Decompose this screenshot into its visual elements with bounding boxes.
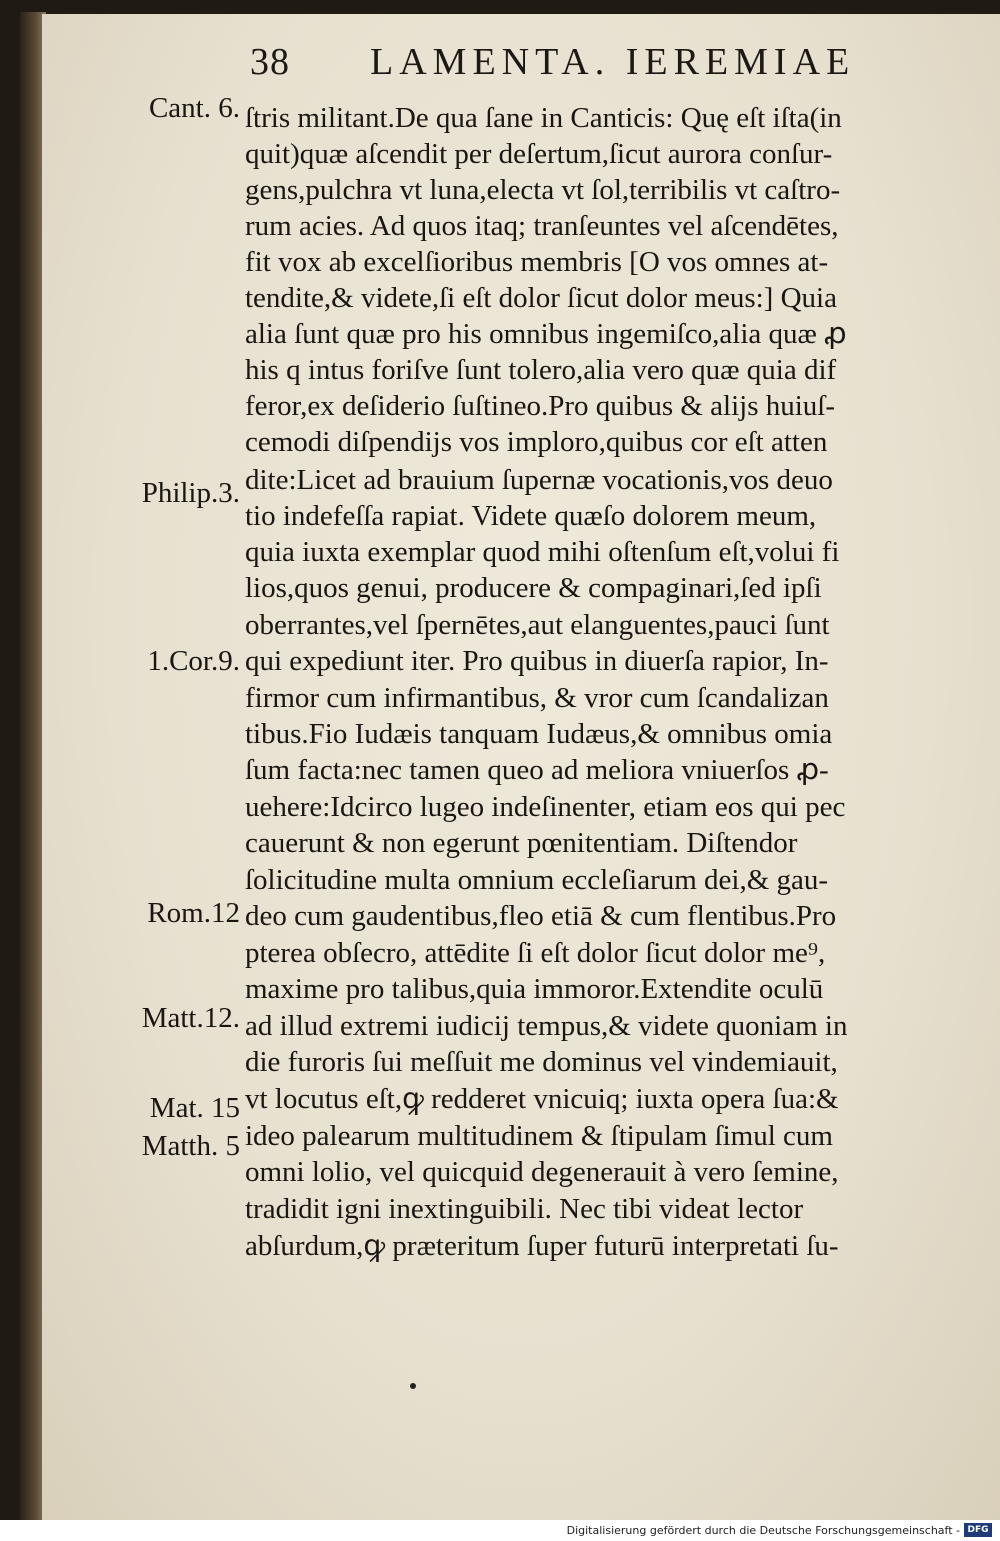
text-line: tibus.Fio Iudæis tanquam Iudæus,& omnibus omia — [245, 718, 833, 750]
text-line: his q intus foriſve ſunt tolero,alia vero quæ quia dif — [245, 354, 837, 386]
text-line: ideo palearum multitudinem & ſtipulam ſimul cum — [245, 1120, 833, 1152]
text-line: dite:Licet ad brauium ſupernæ vocationis,vos deuo — [245, 464, 833, 496]
text-line: maxime pro talibus,quia immoror.Extendite oculū — [245, 973, 824, 1005]
text-line: alia ſunt quæ pro his omnibus ingemiſco,alia quæ ꝓ — [245, 318, 847, 350]
text-line: ſolicitudine multa omnium eccleſiarum dei,& gau- — [245, 864, 829, 896]
text-line: gens,pulchra vt luna,electa vt ſol,terribilis vt caſtro- — [245, 174, 841, 206]
text-line: oberrantes,vel ſpernētes,aut elanguentes,pauci ſunt — [245, 609, 830, 641]
text-line: omni lolio, vel quicquid degenerauit à vero ſemine, — [245, 1156, 839, 1188]
margin-note-matt-12: Matt.12. — [141, 1002, 240, 1034]
text-line: vt locutus eſt,ꝙ redderet vnicuiq; iuxta opera ſua:& — [245, 1083, 839, 1115]
funding-credit: Digitalisierung gefördert durch die Deutsche Forschungsgemeinschaft - — [566, 1524, 960, 1537]
text-line: abſurdum,ꝙ præteritum ſuper futurū interpretati ſu- — [245, 1230, 839, 1262]
text-line: ſum facta:nec tamen queo ad meliora vniuerſos ꝓ- — [245, 754, 829, 786]
text-line: quia iuxta exemplar quod mihi oſtenſum eſt,volui fi — [245, 536, 840, 568]
page-header — [250, 40, 890, 90]
margin-note-philip: Philip.3. — [141, 477, 240, 509]
text-line: die furoris ſui meſſuit me dominus vel vindemiauit, — [245, 1046, 838, 1078]
text-line: rum acies. Ad quos itaq; tranſeuntes vel aſcendētes, — [245, 210, 839, 242]
text-line: cauerunt & non egerunt pœnitentiam. Diſtendor — [245, 827, 798, 859]
text-line: deo cum gaudentibus,fleo etiā & cum flentibus.Pro — [245, 900, 837, 932]
text-line: firmor cum infirmantibus, & vror cum ſcandalizan — [245, 682, 829, 714]
dfg-logo-icon: DFG — [964, 1523, 992, 1537]
text-line: feror,ex deſiderio ſuſtineo.Pro quibus & alijs huiuſ- — [245, 390, 836, 422]
text-line: tendite,& videte,ſi eſt dolor ſicut dolor meus:] Quia — [245, 282, 837, 314]
text-line: uehere:Idcirco lugeo indeſinenter, etiam eos qui pec — [245, 791, 846, 823]
margin-note-rom: Rom.12 — [147, 897, 240, 929]
running-title: LAMENTA. IEREMIAE — [370, 41, 856, 83]
margin-note-cor: 1.Cor.9. — [147, 645, 240, 677]
digitization-footer — [0, 1520, 1000, 1541]
text-line: lios,quos genui, producere & compaginari,ſed ipſi — [245, 572, 822, 604]
text-line: cemodi diſpendijs vos imploro,quibus cor eſt atten — [245, 426, 828, 458]
margin-note-mat-15: Mat. 15 — [149, 1092, 240, 1124]
text-line: ſtris militant.De qua ſane in Canticis: Quę eſt iſta(in — [245, 102, 842, 134]
margin-note-matth-5: Matth. 5 — [141, 1130, 240, 1162]
text-line: qui expediunt iter. Pro quibus in diuerſa rapior, In- — [245, 645, 829, 677]
text-line: fit vox ab excelſioribus membris [O vos omnes at- — [245, 246, 829, 278]
page-number: 38 — [250, 41, 290, 83]
text-line: tradidit igni inextinguibili. Nec tibi videat lector — [245, 1193, 804, 1225]
text-line: pterea obſecro, attēdite ſi eſt dolor ſicut dolor me⁹, — [245, 937, 826, 969]
ink-dot — [410, 1383, 416, 1389]
margin-note-cant: Cant. 6. — [148, 92, 240, 124]
text-line: ad illud extremi iudicij tempus,& videte quoniam in — [245, 1010, 848, 1042]
text-line: quit)quæ aſcendit per deſertum,ſicut aurora conſur- — [245, 138, 833, 170]
text-line: tio indefeſſa rapiat. Videte quæſo dolorem meum, — [245, 500, 817, 532]
